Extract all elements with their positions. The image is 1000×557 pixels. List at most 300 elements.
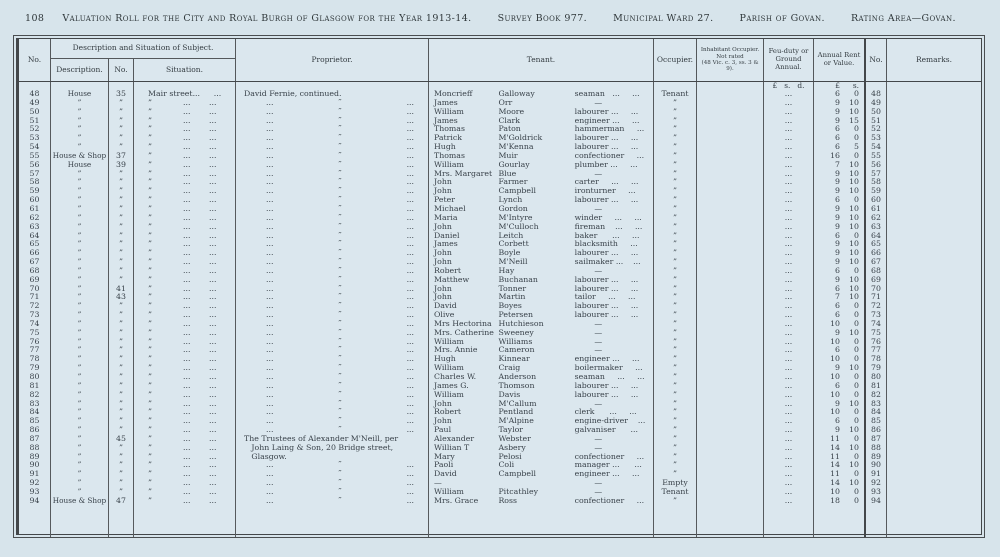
- tenant-forename: William: [434, 487, 464, 496]
- tenant-cell: [429, 134, 654, 143]
- annual-rent: [814, 329, 866, 338]
- rent-pounds: 9: [835, 328, 840, 337]
- entry-no-left: 79: [19, 364, 51, 373]
- situation: ”: [148, 98, 152, 107]
- tenant-surname: Paton: [498, 125, 521, 134]
- situation: ”: [148, 258, 152, 267]
- remarks: [887, 417, 981, 426]
- street-no: ”: [109, 346, 134, 355]
- inhabitant-occupier: [697, 249, 764, 258]
- rent-shillings: 10: [849, 222, 859, 231]
- situation-cell: ” ... ...: [134, 143, 236, 152]
- tenant-forename: Maria: [434, 213, 458, 222]
- table-row: [19, 417, 981, 426]
- col-street-no: No.: [109, 59, 134, 81]
- proprietor-cell: ... ” ...: [236, 99, 429, 108]
- tenant-forename: Olive: [434, 311, 455, 320]
- inhabitant-occupier: [697, 232, 764, 241]
- occupier: ”: [654, 232, 697, 241]
- proprietor-cell: ... ” ...: [236, 276, 429, 285]
- proprietor-cell: [236, 444, 429, 453]
- tenant-surname: Asbery: [498, 443, 526, 452]
- situation-cell: ” ... ...: [134, 232, 236, 241]
- description: ”: [51, 320, 109, 329]
- tenant-cell: [429, 108, 654, 117]
- remarks: [887, 125, 981, 134]
- street-no: ”: [109, 232, 134, 241]
- tenant-occupation: —: [574, 346, 603, 355]
- entry-no-left: 78: [19, 355, 51, 364]
- tenant-surname: Clark: [498, 116, 520, 125]
- street-no: ”: [109, 178, 134, 187]
- entry-no-right: 76: [866, 338, 887, 347]
- inhabitant-occupier: [697, 134, 764, 143]
- situation-cell: ” ... ...: [134, 99, 236, 108]
- rent-pounds: 9: [835, 426, 840, 435]
- occupier: ”: [654, 161, 697, 170]
- description: ”: [51, 170, 109, 179]
- tenant-occupation: —: [574, 169, 603, 178]
- situation-cell: ” ... ...: [134, 426, 236, 435]
- occupier: ”: [654, 258, 697, 267]
- occupier: ”: [654, 426, 697, 435]
- entry-no-right: 87: [866, 435, 887, 444]
- remarks: [887, 178, 981, 187]
- tenant-surname: M'Alpine: [498, 417, 534, 426]
- situation: ”: [148, 231, 152, 240]
- entry-no-right: 83: [866, 400, 887, 409]
- situation: ”: [148, 143, 152, 152]
- rent-pounds: 10: [830, 487, 840, 496]
- occupier: ”: [654, 435, 697, 444]
- rent-shillings: 0: [854, 337, 859, 346]
- inhabitant-occupier: [697, 267, 764, 276]
- tenant-forename: Alexander: [434, 434, 475, 443]
- annual-rent: [814, 117, 866, 126]
- situation: ”: [148, 417, 152, 426]
- rent-pounds: 6: [835, 143, 840, 152]
- tenant-surname: Boyes: [498, 302, 522, 311]
- rent-pounds: 6: [835, 266, 840, 275]
- street-no: ”: [109, 444, 134, 453]
- entry-no-left: 61: [19, 205, 51, 214]
- tenant-cell: [429, 161, 654, 170]
- street-no: ”: [109, 426, 134, 435]
- rent-pounds: 10: [830, 355, 840, 364]
- tenant-cell: [429, 391, 654, 400]
- rent-shillings: 0: [854, 434, 859, 443]
- entry-no-left: 67: [19, 258, 51, 267]
- feu-duty: ...: [764, 285, 814, 294]
- situation: ”: [148, 275, 152, 284]
- occupier: ”: [654, 143, 697, 152]
- entry-no-left: 64: [19, 232, 51, 241]
- rent-pounds: 6: [835, 125, 840, 134]
- tenant-forename: John: [434, 258, 452, 267]
- entry-no-left: 54: [19, 143, 51, 152]
- tenant-cell: [429, 329, 654, 338]
- entry-no-right: 84: [866, 408, 887, 417]
- inhabitant-occupier: [697, 214, 764, 223]
- rent-shillings: 0: [854, 196, 859, 205]
- description: ”: [51, 240, 109, 249]
- remarks: [887, 267, 981, 276]
- situation-cell: ” ... ...: [134, 488, 236, 497]
- tenant-forename: Paul: [434, 426, 452, 435]
- street-no: ”: [109, 453, 134, 462]
- proprietor-cell: ... ” ...: [236, 391, 429, 400]
- description: ”: [51, 276, 109, 285]
- remarks: [887, 408, 981, 417]
- entry-no-left: 73: [19, 311, 51, 320]
- street-no: ”: [109, 338, 134, 347]
- feu-duty: ...: [764, 240, 814, 249]
- table-row: [19, 320, 981, 329]
- tenant-occupation: carter ... ...: [574, 178, 639, 187]
- tenant-surname: Craig: [498, 364, 521, 373]
- tenant-surname: Pentland: [498, 408, 534, 417]
- entry-no-left: 62: [19, 214, 51, 223]
- situation-cell: ” ... ...: [134, 178, 236, 187]
- inhabitant-occupier: [697, 170, 764, 179]
- tenant-occupation: seaman ... ...: [574, 90, 640, 98]
- rent-shillings: 15: [849, 116, 859, 125]
- situation-cell: ” ... ...: [134, 240, 236, 249]
- situation: ”: [148, 178, 152, 187]
- situation: ”: [148, 399, 152, 408]
- street-no: ”: [109, 311, 134, 320]
- street-no: ”: [109, 470, 134, 479]
- feu-duty: ...: [764, 276, 814, 285]
- street-no: ”: [109, 240, 134, 249]
- occupier: ”: [654, 276, 697, 285]
- annual-rent: [814, 143, 866, 152]
- entry-no-right: 54: [866, 143, 887, 152]
- table-row: [19, 435, 981, 444]
- entry-no-right: 75: [866, 329, 887, 338]
- tenant-surname: M'Intyre: [498, 213, 533, 222]
- rent-pounds: 10: [830, 408, 840, 417]
- situation-cell: ” ... ...: [134, 285, 236, 294]
- remarks: [887, 320, 981, 329]
- tenant-cell: [429, 223, 654, 232]
- remarks: [887, 240, 981, 249]
- entry-no-right: 49: [866, 99, 887, 108]
- situation-cell: ” ... ...: [134, 125, 236, 134]
- inhabitant-occupier: [697, 311, 764, 320]
- tenant-occupation: boilermaker ...: [574, 364, 643, 373]
- remarks: [887, 346, 981, 355]
- tenant-forename: William: [434, 364, 464, 373]
- tenant-cell: [429, 364, 654, 373]
- tenant-surname: Lynch: [498, 196, 523, 205]
- description: ”: [51, 223, 109, 232]
- remarks: [887, 497, 981, 506]
- tenant-surname: Moore: [498, 107, 525, 116]
- situation: ”: [148, 443, 152, 452]
- proprietor-cell: ... ” ...: [236, 329, 429, 338]
- table-row: [19, 461, 981, 470]
- rent-pounds: 9: [835, 204, 840, 213]
- tenant-occupation: —: [574, 319, 603, 328]
- rent-pounds: 9: [835, 364, 840, 373]
- tenant-surname: Williams: [498, 337, 533, 346]
- inhabitant-occupier: [697, 355, 764, 364]
- remarks: [887, 196, 981, 205]
- inhabitant-occupier: [697, 373, 764, 382]
- description: ”: [51, 470, 109, 479]
- street-no: 37: [109, 152, 134, 161]
- occupier: ”: [654, 311, 697, 320]
- tenant-occupation: —: [574, 443, 603, 452]
- rent-shillings: 10: [849, 293, 859, 302]
- situation: ”: [148, 151, 152, 160]
- tenant-occupation: —: [574, 328, 603, 337]
- proprietor-cell: ... ” ...: [236, 170, 429, 179]
- occupier: Tenant: [654, 488, 697, 497]
- tenant-forename: William: [434, 337, 464, 346]
- feu-duty: ...: [764, 382, 814, 391]
- tenant-forename: James: [434, 98, 458, 107]
- entry-no-left: 94: [19, 497, 51, 506]
- annual-rent: [814, 125, 866, 134]
- proprietor-cell: ... ” ...: [236, 267, 429, 276]
- situation-cell: ” ... ...: [134, 400, 236, 409]
- situation: ”: [148, 355, 152, 364]
- inhabitant-occupier: [697, 426, 764, 435]
- inhabitant-occupier: [697, 99, 764, 108]
- col-annual-rent: Annual Rent or Value.: [814, 39, 866, 81]
- situation-cell: ” ... ...: [134, 267, 236, 276]
- rent-pounds: 16: [830, 151, 840, 160]
- remarks: [887, 117, 981, 126]
- tenant-occupation: —: [574, 479, 603, 488]
- remarks: [887, 152, 981, 161]
- tenant-occupation: —: [574, 98, 603, 107]
- entry-no-right: 70: [866, 285, 887, 294]
- annual-rent: [814, 311, 866, 320]
- tenant-forename: Michael: [434, 204, 466, 213]
- annual-rent: [814, 223, 866, 232]
- remarks: [887, 161, 981, 170]
- rent-pounds: 6: [835, 134, 840, 143]
- col-proprietor: Proprietor.: [236, 39, 429, 81]
- situation: ”: [148, 293, 152, 302]
- street-no: ”: [109, 187, 134, 196]
- entry-no-left: 84: [19, 408, 51, 417]
- proprietor-cell: ... ” ...: [236, 417, 429, 426]
- tenant-occupation: hammerman ...: [574, 125, 645, 134]
- description: ”: [51, 108, 109, 117]
- inhabitant-occupier: [697, 400, 764, 409]
- entry-no-right: 48: [866, 90, 887, 99]
- tenant-occupation: —: [574, 434, 603, 443]
- situation-cell: ” ... ...: [134, 435, 236, 444]
- feu-duty: ...: [764, 178, 814, 187]
- proprietor-cell: ... ” ...: [236, 108, 429, 117]
- description: ”: [51, 435, 109, 444]
- feu-duty: ...: [764, 497, 814, 506]
- col-description: Description.: [51, 59, 109, 81]
- description: ”: [51, 453, 109, 462]
- rent-pounds: 6: [835, 196, 840, 205]
- table-row: [19, 338, 981, 347]
- tenant-cell: [429, 497, 654, 506]
- proprietor-cell: ... ” ...: [236, 408, 429, 417]
- tenant-cell: [429, 258, 654, 267]
- annual-rent: [814, 258, 866, 267]
- situation-cell: ” ... ...: [134, 293, 236, 302]
- rent-shillings: 0: [854, 151, 859, 160]
- tenant-forename: John: [434, 187, 452, 196]
- entry-no-left: 74: [19, 320, 51, 329]
- street-no: ”: [109, 479, 134, 488]
- annual-rent: [814, 382, 866, 391]
- entry-no-right: 77: [866, 346, 887, 355]
- tenant-forename: James: [434, 240, 458, 249]
- description: ”: [51, 214, 109, 223]
- tenant-cell: [429, 293, 654, 302]
- tenant-occupation: labourer ... ...: [574, 249, 639, 258]
- tenant-occupation: ironturner ...: [574, 187, 636, 196]
- street-no: ”: [109, 302, 134, 311]
- entry-no-left: 65: [19, 240, 51, 249]
- street-no: ”: [109, 249, 134, 258]
- remarks: [887, 170, 981, 179]
- street-no: ”: [109, 382, 134, 391]
- entry-no-left: 53: [19, 134, 51, 143]
- street-no: ”: [109, 117, 134, 126]
- tenant-occupation: labourer ... ...: [574, 390, 639, 399]
- table-row: [19, 214, 981, 223]
- street-no: ”: [109, 99, 134, 108]
- rent-pounds: 10: [830, 373, 840, 381]
- entry-no-left: 82: [19, 391, 51, 400]
- tenant-forename: Patrick: [434, 134, 462, 143]
- tenant-cell: [429, 178, 654, 187]
- feu-duty: ...: [764, 108, 814, 117]
- description: ”: [51, 134, 109, 143]
- occupier: ”: [654, 152, 697, 161]
- entry-no-right: 82: [866, 391, 887, 400]
- street-no: ”: [109, 391, 134, 400]
- table-row: [19, 470, 981, 479]
- feu-duty: ...: [764, 470, 814, 479]
- tenant-occupation: galvaniser ...: [574, 426, 638, 435]
- situation: ”: [148, 319, 152, 328]
- table-row: [19, 488, 981, 497]
- situation-cell: ” ... ...: [134, 417, 236, 426]
- annual-rent: [814, 134, 866, 143]
- description: ”: [51, 285, 109, 294]
- feu-duty: ...: [764, 125, 814, 134]
- rent-pounds: 6: [835, 231, 840, 240]
- entry-no-right: 63: [866, 223, 887, 232]
- situation-cell: ” ... ...: [134, 196, 236, 205]
- proprietor-cell: ... ” ...: [236, 311, 429, 320]
- feu-duty: ...: [764, 355, 814, 364]
- rent-shillings: 0: [854, 90, 859, 98]
- table-row: [19, 285, 981, 294]
- tenant-occupation: baker ... ...: [574, 231, 640, 240]
- proprietor-cell: ... ” ...: [236, 258, 429, 267]
- entry-no-left: 70: [19, 285, 51, 294]
- situation: ”: [148, 381, 152, 390]
- entry-no-right: 57: [866, 170, 887, 179]
- feu-duty: ...: [764, 214, 814, 223]
- table-row: [19, 178, 981, 187]
- description: ”: [51, 125, 109, 134]
- description: ”: [51, 143, 109, 152]
- feu-duty: ...: [764, 329, 814, 338]
- situation: ”: [148, 160, 152, 169]
- remarks: [887, 276, 981, 285]
- description: ”: [51, 117, 109, 126]
- situation: ”: [148, 311, 152, 320]
- occupier: ”: [654, 240, 697, 249]
- rent-shillings: 0: [854, 311, 859, 320]
- table-row: [19, 408, 981, 417]
- situation-cell: ” ... ...: [134, 214, 236, 223]
- table-row: [19, 223, 981, 232]
- rent-shillings: 10: [849, 204, 859, 213]
- situation: ”: [148, 240, 152, 249]
- tenant-surname: Buchanan: [498, 275, 538, 284]
- feu-duty: ...: [764, 311, 814, 320]
- occupier: ”: [654, 355, 697, 364]
- proprietor-cell: ... ” ...: [236, 461, 429, 470]
- col-inhabitant-occupier: Inhabitant Occupier. Not rated (48 Vic. c. 3, ss. 3 & 9).: [697, 39, 764, 81]
- annual-rent: [814, 444, 866, 453]
- occupier: ”: [654, 108, 697, 117]
- rent-pounds: 6: [835, 284, 840, 293]
- situation: ”: [148, 196, 152, 205]
- situation: ”: [148, 461, 152, 470]
- proprietor-cell: ... ” ...: [236, 161, 429, 170]
- feu-duty: ...: [764, 479, 814, 488]
- tenant-surname: Farmer: [498, 178, 528, 187]
- proprietor-cell: ... ” ...: [236, 232, 429, 241]
- inhabitant-occupier: [697, 329, 764, 338]
- occupier: ”: [654, 320, 697, 329]
- entry-no-left: 72: [19, 302, 51, 311]
- rent-pounds: 6: [835, 381, 840, 390]
- occupier: ”: [654, 417, 697, 426]
- entry-no-left: 52: [19, 125, 51, 134]
- tenant-surname: Muir: [498, 151, 518, 160]
- rent-pounds: 7: [835, 293, 840, 302]
- remarks: [887, 364, 981, 373]
- tenant-forename: John: [434, 417, 452, 426]
- table-row: [19, 187, 981, 196]
- col-tenant: Tenant.: [429, 39, 654, 81]
- tenant-cell: [429, 355, 654, 364]
- table-body: [19, 82, 981, 506]
- occupier: ”: [654, 134, 697, 143]
- tenant-forename: Mrs. Annie: [434, 346, 478, 355]
- occupier: ”: [654, 400, 697, 409]
- occupier: ”: [654, 125, 697, 134]
- table-row: [19, 391, 981, 400]
- situation-cell: ” ... ...: [134, 161, 236, 170]
- street-no: ”: [109, 364, 134, 373]
- occupier: ”: [654, 214, 697, 223]
- tenant-forename: Mrs. Margaret: [434, 169, 493, 178]
- street-no: 35: [109, 90, 134, 99]
- annual-rent: [814, 497, 866, 506]
- inhabitant-occupier: [697, 187, 764, 196]
- proprietor-cell: ... ” ...: [236, 178, 429, 187]
